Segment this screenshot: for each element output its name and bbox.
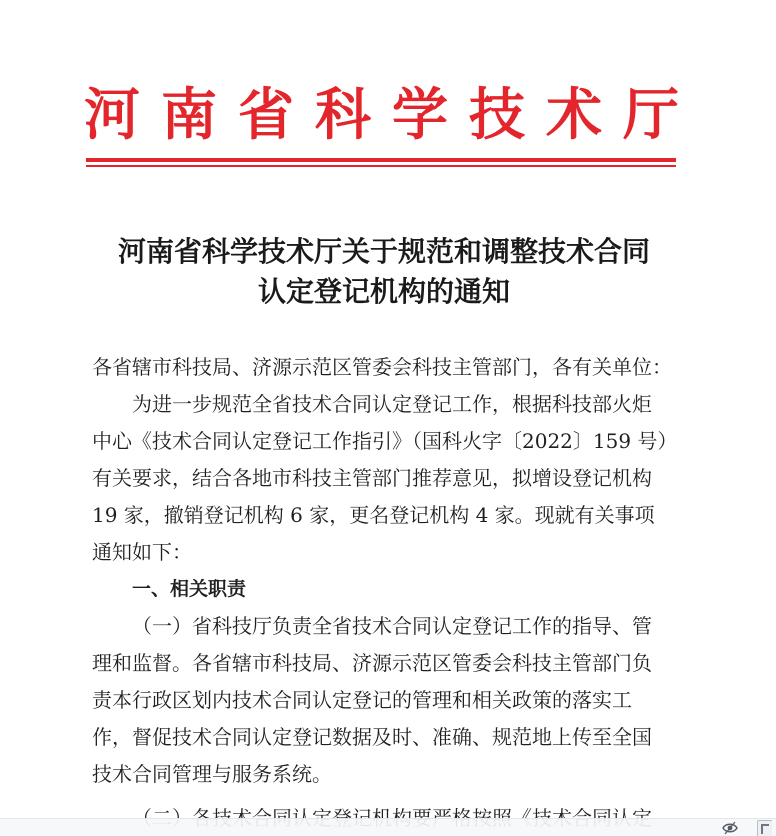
para2-line-5: 技术合同管理与服务系统。 xyxy=(92,762,332,786)
para2-line-2: 理和监督。各省辖市科技局、济源示范区管委会科技主管部门负 xyxy=(92,651,652,675)
section1-heading: 一、相关职责 xyxy=(132,578,247,600)
para2-line-3: 责本行政区划内技术合同认定登记的管理和相关政策的落实工 xyxy=(92,688,632,712)
letterhead-rule-thick xyxy=(86,158,676,162)
panel-toggle-icon[interactable] xyxy=(757,820,772,836)
document-body xyxy=(92,349,684,793)
document-title-line-1: 河南省科学技术厅关于规范和调整技术合同 xyxy=(117,235,650,268)
para1-line-2: 中心《技术合同认定登记工作指引》（国科火字〔2022〕159 号） xyxy=(92,429,678,453)
document-title-line-2: 认定登记机构的通知 xyxy=(257,275,510,308)
para1-line-1: 为进一步规范全省技术合同认定登记工作，根据科技部火炬 xyxy=(132,392,652,416)
para2-line-4: 作，督促技术合同认定登记数据及时、准确、规范地上传至全国 xyxy=(92,725,652,749)
para1-line-5: 通知如下： xyxy=(92,540,192,564)
letterhead-rule-thin xyxy=(86,165,676,167)
document-title xyxy=(86,232,682,312)
para1-line-3: 有关要求，结合各地市科技主管部门推荐意见，拟增设登记机构 xyxy=(92,466,652,490)
salutation: 各省辖市科技局、济源示范区管委会科技主管部门，各有关单位： xyxy=(92,355,672,379)
letterhead-org-name: 河南省科学技术厅 xyxy=(84,83,700,148)
para2-line-1: （一）省科技厅负责全省技术合同认定登记工作的指导、管 xyxy=(132,614,652,638)
eye-icon[interactable] xyxy=(722,821,738,835)
para1-line-4: 19 家，撤销登记机构 6 家，更名登记机构 4 家。现就有关事项 xyxy=(92,503,655,527)
viewer-bottom-bar xyxy=(0,818,776,836)
